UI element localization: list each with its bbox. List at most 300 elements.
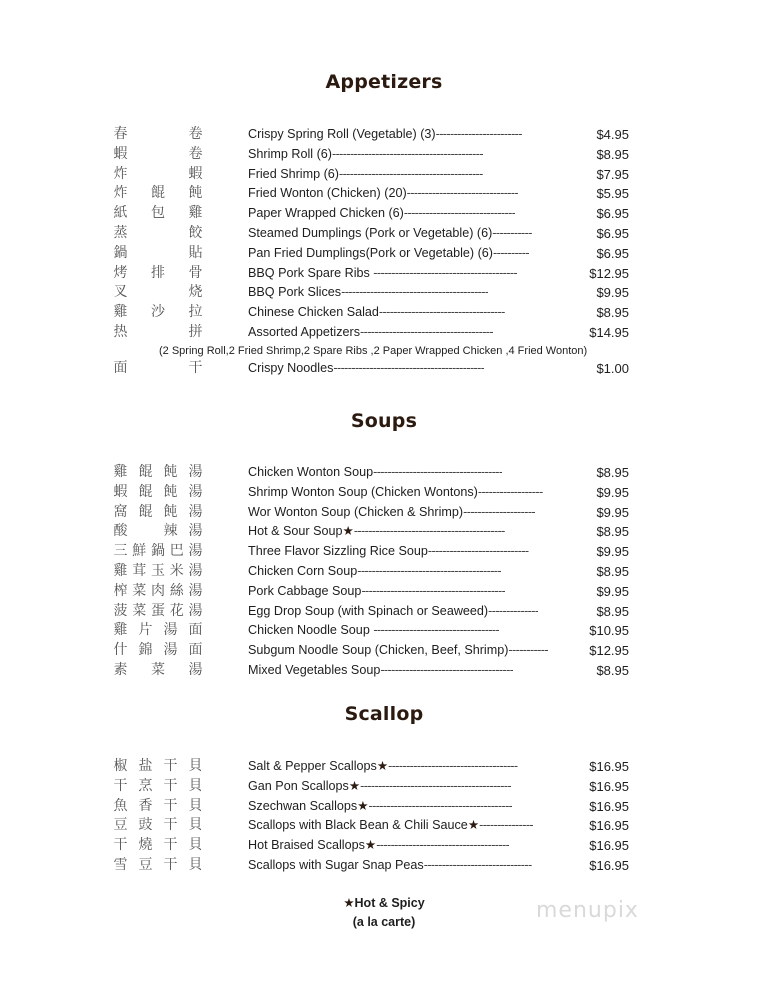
chinese-name (113, 503, 203, 523)
chinese-char (151, 125, 166, 145)
item-price: $9.95 (596, 504, 629, 520)
item-name-text: Gan Pon Scallops (248, 778, 349, 793)
chinese-char: 包 (151, 205, 165, 222)
chinese-name (113, 661, 203, 681)
menu-item (0, 621, 768, 641)
chinese-char: 花 (169, 602, 184, 619)
chinese-char: 雞 (113, 562, 128, 579)
chinese-char: 茸 (132, 562, 147, 579)
chinese-char: 椒 (113, 758, 128, 774)
chinese-name (113, 542, 203, 562)
menu-item (0, 483, 768, 503)
dot-leader: ----------------------------------------- (341, 285, 489, 300)
item-name-text: Assorted Appetizers (248, 324, 361, 339)
item-price: $4.95 (596, 127, 629, 142)
chinese-char: 餛 (138, 483, 153, 500)
dot-leader: ------------------------------- (403, 206, 516, 221)
chinese-name (113, 816, 203, 836)
item-name (248, 145, 483, 165)
chinese-char (151, 244, 166, 264)
a-la-carte-note: (a la carte) (352, 915, 416, 929)
item-name (248, 125, 522, 145)
chinese-char: 干 (113, 777, 128, 794)
chinese-char: 干 (113, 837, 128, 854)
item-name (248, 856, 532, 876)
item-price: $12.95 (589, 643, 629, 659)
menu-item (0, 283, 768, 303)
chinese-char: 干 (188, 359, 203, 376)
item-price: $10.95 (589, 623, 629, 639)
item-name-text: Shrimp Wonton Soup (Chicken Wontons) (248, 484, 478, 499)
chinese-char: 玉 (151, 562, 165, 579)
chinese-char (151, 145, 166, 165)
menu-item (0, 303, 768, 323)
item-price: $1.00 (596, 360, 629, 376)
chinese-name (113, 621, 203, 641)
item-price: $8.95 (596, 603, 629, 619)
chinese-char: 蛋 (151, 602, 165, 619)
chinese-name (113, 184, 203, 204)
chinese-char: 雞 (113, 464, 128, 480)
chinese-char: 菜 (151, 661, 165, 678)
item-name-text: Scallops with Sugar Snap Peas (248, 857, 424, 872)
chinese-char: 湯 (163, 622, 178, 639)
dot-leader: ------------------------------------------ (333, 360, 485, 375)
chinese-char: 湯 (188, 543, 203, 560)
chinese-name (113, 125, 203, 145)
item-name-text: Chicken Noodle Soup (248, 623, 374, 638)
item-price: $8.95 (596, 662, 629, 678)
dot-leader: ---------------------------- (427, 544, 529, 559)
item-name (248, 777, 511, 797)
chinese-name (113, 602, 203, 622)
menu-item (0, 582, 768, 602)
chinese-char (169, 661, 184, 681)
spicy-star-icon: ★ (364, 838, 377, 853)
dot-leader: ---------------------------------------- (357, 563, 501, 578)
item-name-text: Salt & Pepper Scallops (248, 759, 377, 773)
item-name (248, 542, 529, 562)
item-price: $16.95 (589, 857, 629, 873)
item-name-text: Crispy Spring Roll (Vegetable) (3) (248, 127, 436, 141)
dot-leader: ------------------------------------ (388, 759, 518, 773)
dot-leader: ---------------------------------------- (338, 166, 483, 181)
chinese-char: 三 (113, 543, 128, 560)
chinese-char: 酸 (113, 523, 128, 540)
item-price: $7.95 (596, 166, 629, 182)
chinese-char (151, 359, 166, 379)
chinese-char: 干 (163, 797, 178, 814)
item-name (248, 757, 518, 777)
dot-leader: ------------------------ (435, 127, 522, 141)
dot-leader: ----------- (492, 225, 532, 240)
spicy-legend-label: Hot & Spicy (354, 896, 425, 910)
item-name (248, 797, 512, 817)
menu-item (0, 204, 768, 224)
item-name (248, 661, 513, 681)
chinese-char: 貝 (188, 817, 203, 834)
dot-leader: ---------------------------------------- (361, 583, 506, 598)
chinese-name (113, 145, 203, 165)
menu-item (0, 661, 768, 681)
item-name-text: Fried Wonton (Chicken) (20) (248, 186, 407, 201)
chinese-char: 貝 (188, 777, 203, 794)
chinese-char (151, 283, 166, 303)
item-name (248, 463, 502, 483)
menu-item (0, 184, 768, 204)
dot-leader: -------------- (488, 603, 539, 618)
chinese-char: 卷 (188, 126, 203, 142)
chinese-name (113, 463, 203, 483)
item-price: $16.95 (589, 798, 629, 814)
dot-leader: ------------------------------------------ (353, 524, 505, 539)
item-name (248, 602, 538, 622)
item-name-text: Crispy Noodles (248, 360, 334, 375)
dot-leader: ----------- (508, 643, 548, 658)
chinese-char (151, 323, 166, 343)
item-name-text: Hot & Sour Soup (248, 524, 343, 539)
chinese-name (113, 204, 203, 224)
chinese-name (113, 641, 203, 661)
chinese-char: 面 (188, 622, 203, 639)
chinese-char: 拉 (188, 304, 203, 321)
item-name (248, 283, 488, 303)
chinese-name (113, 303, 203, 323)
chinese-char: 燒 (138, 837, 153, 854)
chinese-char: 湯 (188, 503, 203, 520)
spicy-legend-line (0, 894, 768, 913)
chinese-name (113, 777, 203, 797)
chinese-char: 烧 (188, 284, 203, 301)
item-name-text: Chinese Chicken Salad (248, 305, 379, 320)
item-name-text: Shrimp Roll (6) (248, 146, 332, 161)
chinese-char: 榨 (113, 582, 128, 599)
spicy-star-icon: ★ (348, 778, 361, 793)
chinese-char: 雞 (188, 205, 203, 222)
chinese-char: 餛 (151, 185, 165, 202)
menu-item (0, 641, 768, 661)
item-name-text: Szechwan Scallops (248, 798, 358, 813)
chinese-name (113, 483, 203, 503)
chinese-char: 米 (169, 562, 184, 579)
item-price: $6.95 (596, 206, 629, 222)
item-note: (2 Spring Roll,2 Fried Shrimp,2 Spare Ribs ,2 Paper Wrapped Chicken ,4 Fried Wonton) (159, 344, 588, 357)
chinese-char: 干 (163, 817, 178, 834)
item-name-text: Paper Wrapped Chicken (6) (248, 206, 404, 221)
chinese-char: 豉 (138, 817, 153, 834)
dot-leader: ------------------------------------------ (360, 778, 512, 793)
chinese-char: 湯 (188, 464, 203, 480)
chinese-char: 飩 (163, 464, 178, 480)
menu-item (0, 522, 768, 542)
menu-item (0, 836, 768, 856)
item-price: $14.95 (589, 324, 629, 340)
item-price: $8.95 (596, 305, 629, 321)
item-name (248, 359, 484, 379)
item-name-text: Pan Fried Dumplings(Pork or Vegetable) (6) (248, 245, 493, 260)
item-name (248, 562, 501, 582)
menu-item (0, 463, 768, 483)
item-price: $9.95 (596, 583, 629, 599)
section-title-soups: Soups (350, 410, 418, 432)
item-price: $6.95 (596, 225, 629, 241)
chinese-char: 面 (188, 642, 203, 659)
item-name-text: Fried Shrimp (6) (248, 166, 339, 181)
spicy-star-icon: ★ (467, 818, 480, 833)
chinese-char: 鍋 (113, 244, 128, 261)
soups-list (0, 463, 768, 681)
item-name (248, 244, 529, 264)
chinese-char: 貝 (188, 856, 203, 873)
chinese-char: 素 (113, 661, 128, 678)
chinese-char: 飩 (163, 503, 178, 520)
item-name (248, 816, 533, 836)
chinese-char: 豆 (113, 817, 128, 834)
item-name (248, 224, 532, 244)
chinese-char: 豆 (138, 856, 153, 873)
chinese-char: 干 (163, 758, 178, 774)
chinese-char: 飩 (188, 185, 203, 202)
dot-leader: ------------------------------------ (373, 465, 503, 479)
menu-item (0, 562, 768, 582)
item-price: $6.95 (596, 245, 629, 261)
menu-item (0, 856, 768, 876)
chinese-char: 湯 (188, 523, 203, 540)
item-name-text: Subgum Noodle Soup (Chicken, Beef, Shrimp) (248, 643, 509, 658)
chinese-char: 鮮 (132, 543, 147, 560)
chinese-char: 干 (163, 837, 178, 854)
item-name-text: Three Flavor Sizzling Rice Soup (248, 544, 428, 559)
dot-leader: ------------------------------ (423, 857, 532, 872)
item-name-text: BBQ Pork Slices (248, 285, 342, 300)
chinese-char: 干 (163, 777, 178, 794)
chinese-name (113, 856, 203, 876)
chinese-char: 湯 (188, 602, 203, 619)
chinese-name (113, 562, 203, 582)
item-name-text: Pork Cabbage Soup (248, 583, 362, 598)
item-name-text: Chicken Wonton Soup (248, 465, 374, 479)
item-name (248, 582, 505, 602)
dot-leader: ------------------------------------- (360, 324, 493, 339)
item-name-text: Mixed Vegetables Soup (248, 662, 381, 677)
item-name-text: Wor Wonton Soup (Chicken & Shrimp) (248, 504, 464, 519)
chinese-char: 蒸 (113, 224, 128, 241)
chinese-name (113, 582, 203, 602)
chinese-char: 盐 (138, 758, 153, 774)
menu-item (0, 264, 768, 284)
menu-item (0, 777, 768, 797)
menu-item (0, 816, 768, 836)
chinese-char: 春 (113, 126, 128, 142)
item-name-text: Egg Drop Soup (with Spinach or Seaweed) (248, 603, 489, 618)
dot-leader: ------------------------------------- (380, 662, 514, 677)
item-name-text: Chicken Corn Soup (248, 563, 358, 578)
item-note-row (0, 343, 768, 359)
chinese-name (113, 797, 203, 817)
item-name-text: Steamed Dumplings (Pork or Vegetable) (6) (248, 225, 493, 240)
chinese-char: 卷 (188, 145, 203, 162)
chinese-char: 餛 (138, 503, 153, 520)
chinese-char (138, 522, 153, 542)
item-name (248, 165, 483, 185)
chinese-char: 烹 (138, 777, 153, 794)
chinese-char: 蝦 (188, 165, 203, 182)
chinese-char: 貝 (188, 797, 203, 814)
chinese-char: 鍋 (151, 543, 165, 560)
chinese-char: 巴 (169, 543, 184, 560)
item-name (248, 621, 499, 641)
chinese-char: 貝 (188, 837, 203, 854)
chinese-char: 貼 (188, 244, 203, 261)
item-price: $9.95 (596, 484, 629, 500)
chinese-name (113, 224, 203, 244)
item-price: $16.95 (589, 838, 629, 854)
menu-item (0, 542, 768, 562)
item-price: $5.95 (596, 186, 629, 202)
chinese-char: 湯 (188, 661, 203, 678)
item-price: $8.95 (596, 146, 629, 162)
chinese-char: 飩 (163, 483, 178, 500)
chinese-char (151, 224, 166, 244)
dot-leader: ------------------------------------------ (331, 146, 483, 161)
item-name (248, 303, 505, 323)
dot-leader: ------------------------------------- (376, 838, 510, 853)
item-price: $8.95 (596, 524, 629, 540)
chinese-char: 湯 (188, 562, 203, 579)
chinese-char: 炸 (113, 165, 128, 182)
chinese-char: 片 (138, 622, 153, 639)
chinese-name (113, 283, 203, 303)
chinese-name (113, 522, 203, 542)
chinese-char: 沙 (151, 304, 165, 321)
menu-item (0, 145, 768, 165)
menu-item (0, 244, 768, 264)
menu-item (0, 602, 768, 622)
chinese-name (113, 359, 203, 379)
item-name (248, 483, 543, 503)
chinese-char: 蝦 (113, 145, 128, 162)
menu-item (0, 503, 768, 523)
menu-item (0, 224, 768, 244)
scallop-list (0, 757, 768, 876)
chinese-char: 魚 (113, 797, 128, 814)
chinese-name (113, 836, 203, 856)
item-name-text: BBQ Pork Spare Ribs (248, 265, 374, 280)
chinese-char: 菠 (113, 602, 128, 619)
item-price: $8.95 (596, 465, 629, 480)
chinese-char: 錦 (138, 642, 153, 659)
chinese-char: 叉 (113, 284, 128, 301)
chinese-char: 排 (151, 264, 165, 281)
watermark-logo: menupix (536, 898, 639, 923)
menu-item (0, 165, 768, 185)
menu-item (0, 757, 768, 777)
dot-leader: ------------------------------- (406, 186, 519, 201)
chinese-char: 餛 (138, 464, 153, 480)
dot-leader: ---------------------------------------- (373, 265, 518, 280)
chinese-char: 辣 (163, 523, 178, 540)
item-name (248, 264, 517, 284)
item-price: $9.95 (596, 285, 629, 301)
chinese-name (113, 165, 203, 185)
item-name (248, 323, 493, 343)
chinese-char: 面 (113, 359, 128, 376)
item-name (248, 184, 518, 204)
spicy-star-icon: ★ (342, 524, 354, 539)
menu-item (0, 797, 768, 817)
chinese-char: 紙 (113, 205, 128, 222)
chinese-char: 菜 (132, 582, 147, 599)
item-price: $9.95 (596, 544, 629, 560)
chinese-char: 湯 (188, 582, 203, 599)
section-title-appetizers: Appetizers (325, 71, 443, 93)
item-name (248, 503, 535, 523)
item-price: $16.95 (589, 759, 629, 774)
chinese-name (113, 323, 203, 343)
dot-leader: --------------- (479, 818, 534, 833)
dot-leader: ------------------ (477, 484, 543, 499)
chinese-char: 肉 (151, 582, 165, 599)
item-name (248, 836, 509, 856)
chinese-char: 烤 (113, 264, 128, 281)
item-price: $8.95 (596, 563, 629, 579)
chinese-name (113, 244, 203, 264)
chinese-char: 热 (113, 323, 128, 340)
chinese-char: 絲 (169, 582, 184, 599)
menu-item (0, 125, 768, 145)
item-price: $12.95 (589, 265, 629, 281)
chinese-char: 雞 (113, 304, 128, 321)
chinese-char: 菜 (132, 602, 147, 619)
spicy-star-icon: ★ (376, 759, 389, 773)
chinese-char (132, 661, 147, 681)
chinese-char: 蝦 (113, 483, 128, 500)
chinese-char (151, 165, 166, 185)
item-name (248, 204, 515, 224)
chinese-char: 香 (138, 797, 153, 814)
dot-leader: ---------------------------------------- (368, 798, 513, 813)
item-name (248, 641, 548, 661)
chinese-char: 貝 (188, 758, 203, 774)
dot-leader: ---------- (493, 245, 529, 260)
item-name (248, 522, 505, 542)
dot-leader: ----------------------------------- (378, 305, 505, 320)
spicy-legend (0, 894, 768, 932)
dot-leader: -------------------- (463, 504, 536, 519)
star-icon: ★ (343, 896, 355, 910)
menu-item (0, 359, 768, 379)
chinese-char: 雞 (113, 622, 128, 639)
chinese-char: 干 (163, 856, 178, 873)
chinese-char: 窩 (113, 503, 128, 520)
appetizers-list (0, 125, 768, 379)
item-price: $16.95 (589, 778, 629, 794)
chinese-char: 什 (113, 642, 128, 659)
chinese-char: 湯 (188, 483, 203, 500)
chinese-name (113, 264, 203, 284)
section-title-scallop: Scallop (344, 703, 424, 725)
dot-leader: ----------------------------------- (373, 623, 500, 638)
chinese-char: 湯 (163, 642, 178, 659)
chinese-char: 拼 (188, 323, 203, 340)
chinese-char: 炸 (113, 185, 128, 202)
spicy-star-icon: ★ (357, 798, 369, 813)
menu-item (0, 323, 768, 343)
chinese-char: 骨 (188, 264, 203, 281)
item-price: $16.95 (589, 818, 629, 834)
chinese-char: 雪 (113, 856, 128, 873)
item-name-text: Scallops with Black Bean & Chili Sauce (248, 818, 468, 833)
